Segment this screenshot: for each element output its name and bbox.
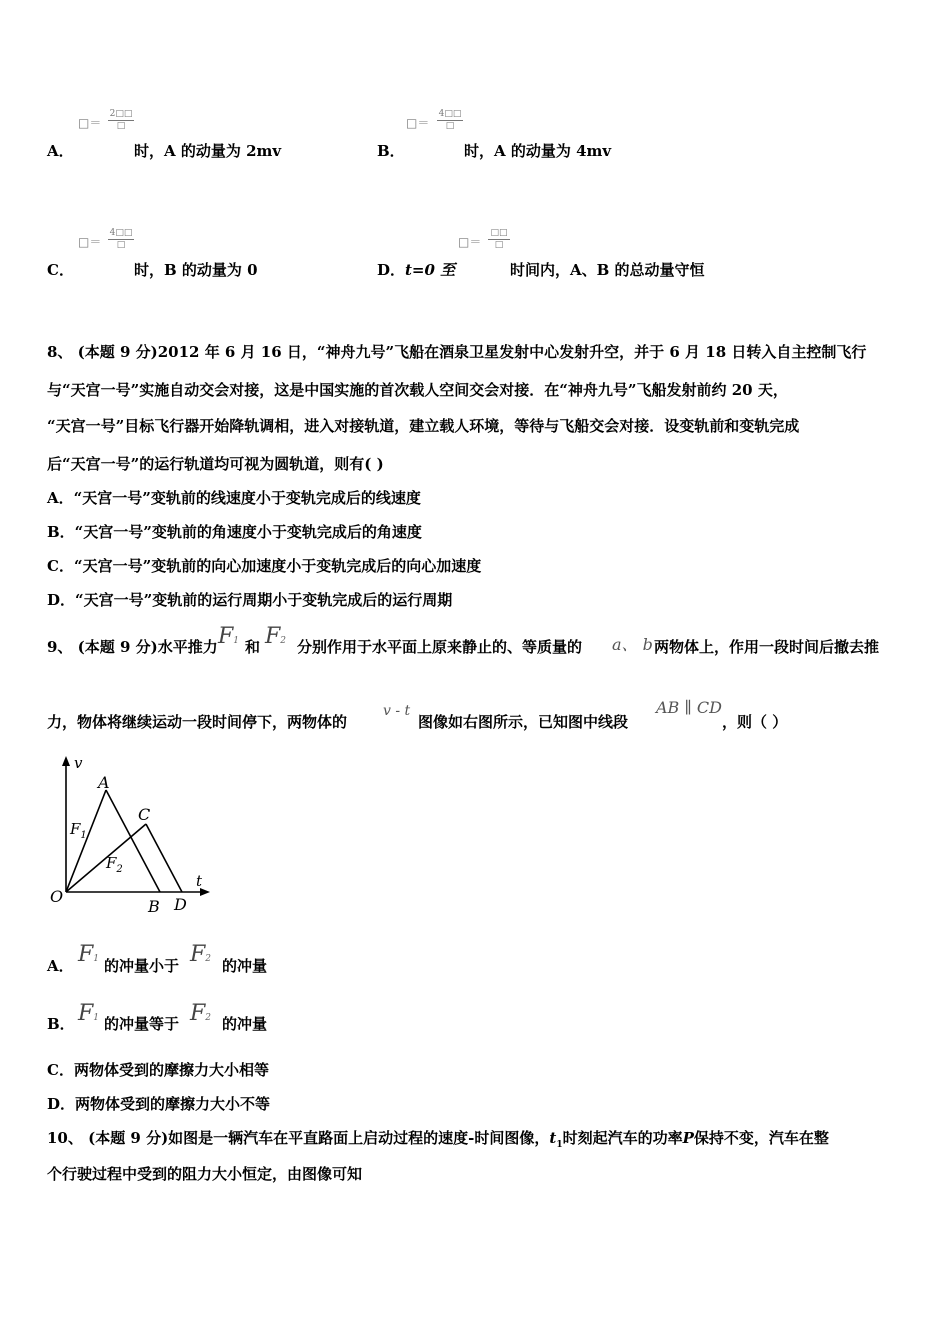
q9-a-mid: 的冲量小于 <box>104 957 180 975</box>
segment-OA <box>66 790 106 892</box>
q9-ab-symbol: a、 b <box>612 635 653 654</box>
q8-option-b: B．“天宫一号”变轨前的角速度小于变轨完成后的角速度 <box>47 523 422 541</box>
q7-a-fraction <box>108 109 134 131</box>
q8-option-c: C．“天宫一号”变轨前的向心加速度小于变轨完成后的向心加速度 <box>47 557 482 575</box>
fraction-numerator: 2□□ <box>109 109 133 119</box>
q7-d-text: 时间内，A、B 的总动量守恒 <box>510 261 705 279</box>
q7-a-label: A． <box>47 142 74 160</box>
q7-c-fraction <box>108 228 134 250</box>
f-letter: F <box>190 1001 206 1026</box>
q9-text-7: ，则（ ） <box>722 713 788 731</box>
q9-b-mid: 的冲量等于 <box>104 1015 180 1033</box>
q9-a-f2 <box>190 942 211 967</box>
f-letter: F <box>78 942 94 967</box>
q9-b-end: 的冲量 <box>222 1015 268 1033</box>
q7-d-label: D． <box>377 261 406 279</box>
q9-text-1: 9、 (本题 9 分)水平推力 <box>47 638 218 656</box>
q9-option-c: C．两物体受到的摩擦力大小相等 <box>47 1061 269 1079</box>
label-t: t <box>196 872 203 890</box>
fraction-numerator: 4□□ <box>109 228 133 238</box>
q10-line-1-a: 10、 (本题 9 分)如图是一辆汽车在平直路面上启动过程的速度-时间图像， <box>47 1129 550 1147</box>
q9-a-label: A． <box>47 957 74 975</box>
label-O: O <box>50 887 64 906</box>
f2-subscript: 2 <box>116 864 123 875</box>
q7-a-formula <box>78 114 101 131</box>
label-D: D <box>174 895 187 914</box>
q9-b-f2 <box>190 1001 211 1026</box>
f-subscript: 1 <box>93 1013 99 1023</box>
formula-lhs: □＝ <box>406 116 430 130</box>
q9-a-end: 的冲量 <box>222 957 268 975</box>
q9-text-6: 图像如右图所示，已知图中线段 <box>418 713 629 731</box>
q7-b-label: B． <box>377 142 405 160</box>
f-letter: F <box>190 942 206 967</box>
q7-c-text: 时，B 的动量为 0 <box>134 261 258 279</box>
f-subscript: 2 <box>280 636 286 646</box>
q9-f2-symbol <box>265 624 286 649</box>
q9-text-2: 和 <box>245 638 261 656</box>
q8-option-a: A．“天宫一号”变轨前的线速度小于变轨完成后的线速度 <box>47 489 421 507</box>
q7-d-prefix: t=0 至 <box>405 261 456 279</box>
q9-b-label: B． <box>47 1015 75 1033</box>
q9-text-4: 两物体上，作用一段时间后撤去推 <box>654 638 880 656</box>
q9-vt-symbol: v - t <box>383 703 411 719</box>
fraction-numerator: 4□□ <box>438 109 462 119</box>
q7-d-fraction <box>488 228 510 250</box>
q8-line-2: 与“天宫一号”实施自动交会对接，这是中国实施的首次载人空间交会对接．在“神舟九号”飞船发射前约 20 天， <box>47 381 788 399</box>
q9-a-f1 <box>78 942 99 967</box>
f-subscript: 2 <box>205 954 211 964</box>
q10-P: P <box>682 1129 694 1147</box>
q9-f1-symbol <box>218 624 239 649</box>
q9-vt-graph <box>44 752 214 922</box>
label-F1 <box>69 820 87 841</box>
f1-subscript: 1 <box>80 830 87 841</box>
q7-b-formula <box>406 114 429 131</box>
segment-CD <box>146 824 182 892</box>
fraction-denominator: □ <box>488 239 510 250</box>
formula-lhs: □＝ <box>78 116 102 130</box>
q8-line-1: 8、 (本题 9 分)2012 年 6 月 16 日，“神舟九号”飞船在酒泉卫星发射中心发射升空，并于 6 月 18 日转入自主控制飞行 <box>47 343 867 361</box>
q9-text-3: 分别作用于水平面上原来静止的、等质量的 <box>297 638 583 656</box>
label-v: v <box>74 754 83 772</box>
fraction-numerator: □□ <box>490 228 508 238</box>
f-letter: F <box>265 624 281 649</box>
label-F2 <box>105 854 123 875</box>
f2-letter: F <box>106 854 117 872</box>
q7-a-text: 时，A 的动量为 2mv <box>134 142 282 160</box>
q9-b-f1 <box>78 1001 99 1026</box>
q9-option-d: D．两物体受到的摩擦力大小不等 <box>47 1095 271 1113</box>
q7-c-label: C． <box>47 261 74 279</box>
q7-d-formula <box>458 233 481 250</box>
q7-c-formula <box>78 233 101 250</box>
formula-lhs: □＝ <box>458 235 482 249</box>
label-A: A <box>98 773 110 792</box>
f1-letter: F <box>70 820 81 838</box>
f-subscript: 1 <box>93 954 99 964</box>
f-letter: F <box>218 624 234 649</box>
q8-line-4: 后“天宫一号”的运行轨道均可视为圆轨道，则有( ) <box>47 455 384 473</box>
fraction-denominator: □ <box>108 239 134 250</box>
q8-line-3: “天宫一号”目标飞行器开始降轨调相，进入对接轨道，建立载人环境，等待与飞船交会对接．设变轨前和变轨完成 <box>47 417 800 435</box>
q9-text-5: 力，物体将继续运动一段时间停下，两物体的 <box>47 713 348 731</box>
q10-line-1 <box>47 1128 829 1155</box>
segment-AB <box>106 790 160 892</box>
f-letter: F <box>78 1001 94 1026</box>
q10-line-2: 个行驶过程中受到的阻力大小恒定，由图像可知 <box>47 1165 363 1183</box>
fraction-denominator: □ <box>437 120 463 131</box>
q7-b-text: 时，A 的动量为 4mv <box>464 142 612 160</box>
q8-option-d: D．“天宫一号”变轨前的运行周期小于变轨完成后的运行周期 <box>47 591 453 609</box>
q7-b-fraction <box>437 109 463 131</box>
fraction-denominator: □ <box>108 120 134 131</box>
label-B: B <box>148 897 160 916</box>
v-axis-arrow-icon <box>62 756 70 766</box>
f-subscript: 1 <box>233 636 239 646</box>
formula-lhs: □＝ <box>78 235 102 249</box>
q10-t1: t <box>549 1129 557 1147</box>
label-C: C <box>138 805 151 824</box>
q10-t1-subscript: 1 <box>556 1140 563 1150</box>
q9-abcd-symbol: AB ∥ CD <box>656 698 722 717</box>
f-subscript: 2 <box>205 1013 211 1023</box>
q10-line-1-b: 时刻起汽车的功率 <box>562 1129 683 1147</box>
q10-line-1-c: 保持不变，汽车在整 <box>693 1129 829 1147</box>
